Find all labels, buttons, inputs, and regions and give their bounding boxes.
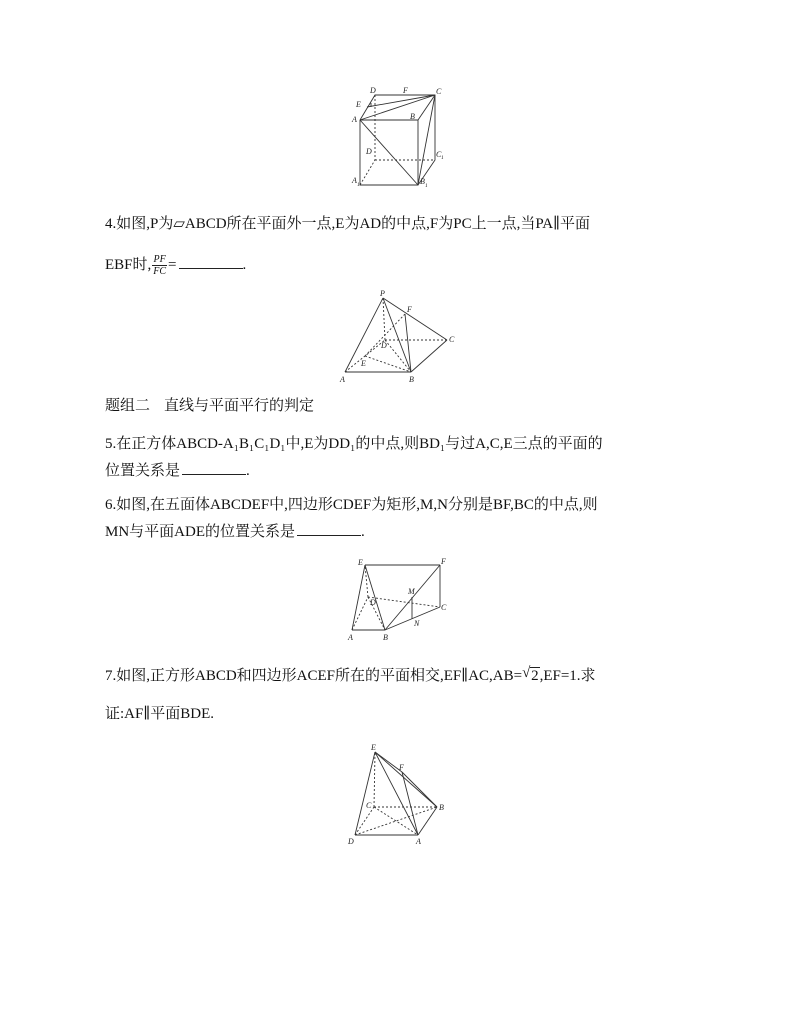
- label-F: F: [407, 305, 412, 314]
- q5-text-line1: 在正方体ABCD-A₁B₁C₁D₁中,E为DD₁的中点,则BD₁与过A,C,E三点的平面的: [116, 436, 603, 452]
- figure-pyramid: [335, 290, 465, 385]
- q4-text-line2-prefix: EBF时,: [105, 256, 152, 273]
- q7-sqrt: [522, 666, 540, 686]
- q4-frac-numerator: PF: [153, 254, 166, 265]
- q4-equals: =: [168, 256, 177, 273]
- sqrt-symbol: √: [522, 665, 531, 681]
- q7-line1: [105, 666, 596, 686]
- label-A: A: [352, 115, 357, 124]
- label-A: A: [416, 837, 421, 846]
- q4-frac-denominator: FC: [153, 266, 167, 277]
- pentahedron-diagram: [340, 555, 460, 645]
- q5-line2: [105, 461, 250, 481]
- label-B1-sub: 1: [425, 183, 428, 189]
- q5-number: 5.: [105, 436, 117, 452]
- q5-answer-blank[interactable]: [182, 462, 246, 475]
- figure-square-acef: [340, 740, 460, 850]
- figure-pentahedron: [340, 555, 460, 645]
- label-B: B: [410, 112, 415, 121]
- label-F: F: [441, 557, 446, 566]
- q6-line2: [105, 522, 365, 542]
- label-B1: B: [420, 177, 425, 186]
- label-A1: A: [352, 176, 357, 185]
- label-D: D: [348, 837, 354, 846]
- q4-text-line1: 如图,P为▱ABCD所在平面外一点,E为AD的中点,F为PC上一点,当PA∥平面: [116, 216, 591, 232]
- cube-diagram: [340, 85, 460, 195]
- q5-line1: [105, 434, 603, 454]
- label-P: P: [380, 289, 385, 298]
- label-C: C: [366, 801, 372, 810]
- figure-cube: [340, 85, 460, 195]
- label-E: E: [361, 359, 366, 368]
- group2-heading: [105, 396, 314, 416]
- label-D1: D: [366, 147, 372, 156]
- label-C: C: [449, 335, 455, 344]
- label-F: F: [403, 86, 408, 95]
- q5-text-line2: 位置关系是: [105, 463, 181, 479]
- label-C1: C: [436, 150, 442, 159]
- label-A1-sub: 1: [357, 182, 360, 188]
- q4-line2: [105, 254, 246, 277]
- label-M: M: [408, 587, 415, 596]
- q6-number: 6.: [105, 497, 117, 513]
- label-A: A: [340, 375, 345, 384]
- q4-fraction: [152, 254, 167, 277]
- q7-text-line2: 证:AF∥平面BDE.: [105, 706, 215, 722]
- square-acef-diagram: [340, 740, 460, 850]
- q6-period: .: [361, 524, 365, 540]
- q6-line1: [105, 495, 598, 515]
- q4-answer-blank[interactable]: [179, 256, 243, 269]
- label-B: B: [383, 633, 388, 642]
- label-E: E: [371, 743, 376, 752]
- q6-answer-blank[interactable]: [297, 523, 361, 536]
- q6-text-line1: 如图,在五面体ABCDEF中,四边形CDEF为矩形,M,N分别是BF,BC的中点,则: [116, 497, 598, 513]
- label-B: B: [409, 375, 414, 384]
- q7-line2: [105, 704, 214, 724]
- q4-number: 4.: [105, 216, 117, 232]
- label-A: A: [348, 633, 353, 642]
- label-F: F: [399, 763, 404, 772]
- label-D: D: [381, 341, 387, 350]
- label-E: E: [358, 558, 363, 567]
- label-C1-sub: 1: [441, 155, 444, 161]
- label-B: B: [439, 803, 444, 812]
- label-E: E: [356, 100, 361, 109]
- label-D: D: [370, 86, 376, 95]
- q6-text-line2: MN与平面ADE的位置关系是: [105, 524, 295, 540]
- label-D: D: [370, 598, 376, 607]
- label-N: N: [414, 619, 420, 628]
- pyramid-diagram: [335, 290, 465, 385]
- label-C: C: [441, 603, 447, 612]
- q4-line1: [105, 214, 590, 234]
- q5-period: .: [246, 463, 250, 479]
- q7-text-line1-suffix: ,EF=1.求: [539, 668, 596, 684]
- label-C: C: [436, 87, 442, 96]
- group2-title: 题组二: [105, 398, 151, 414]
- q4-period: .: [242, 256, 247, 273]
- q7-text-line1-prefix: 如图,正方形ABCD和四边形ACEF所在的平面相交,EF∥AC,AB=: [116, 668, 523, 684]
- q7-number: 7.: [105, 668, 117, 684]
- group2-subtitle: 直线与平面平行的判定: [164, 398, 315, 414]
- q7-sqrt-value: 2: [531, 668, 539, 684]
